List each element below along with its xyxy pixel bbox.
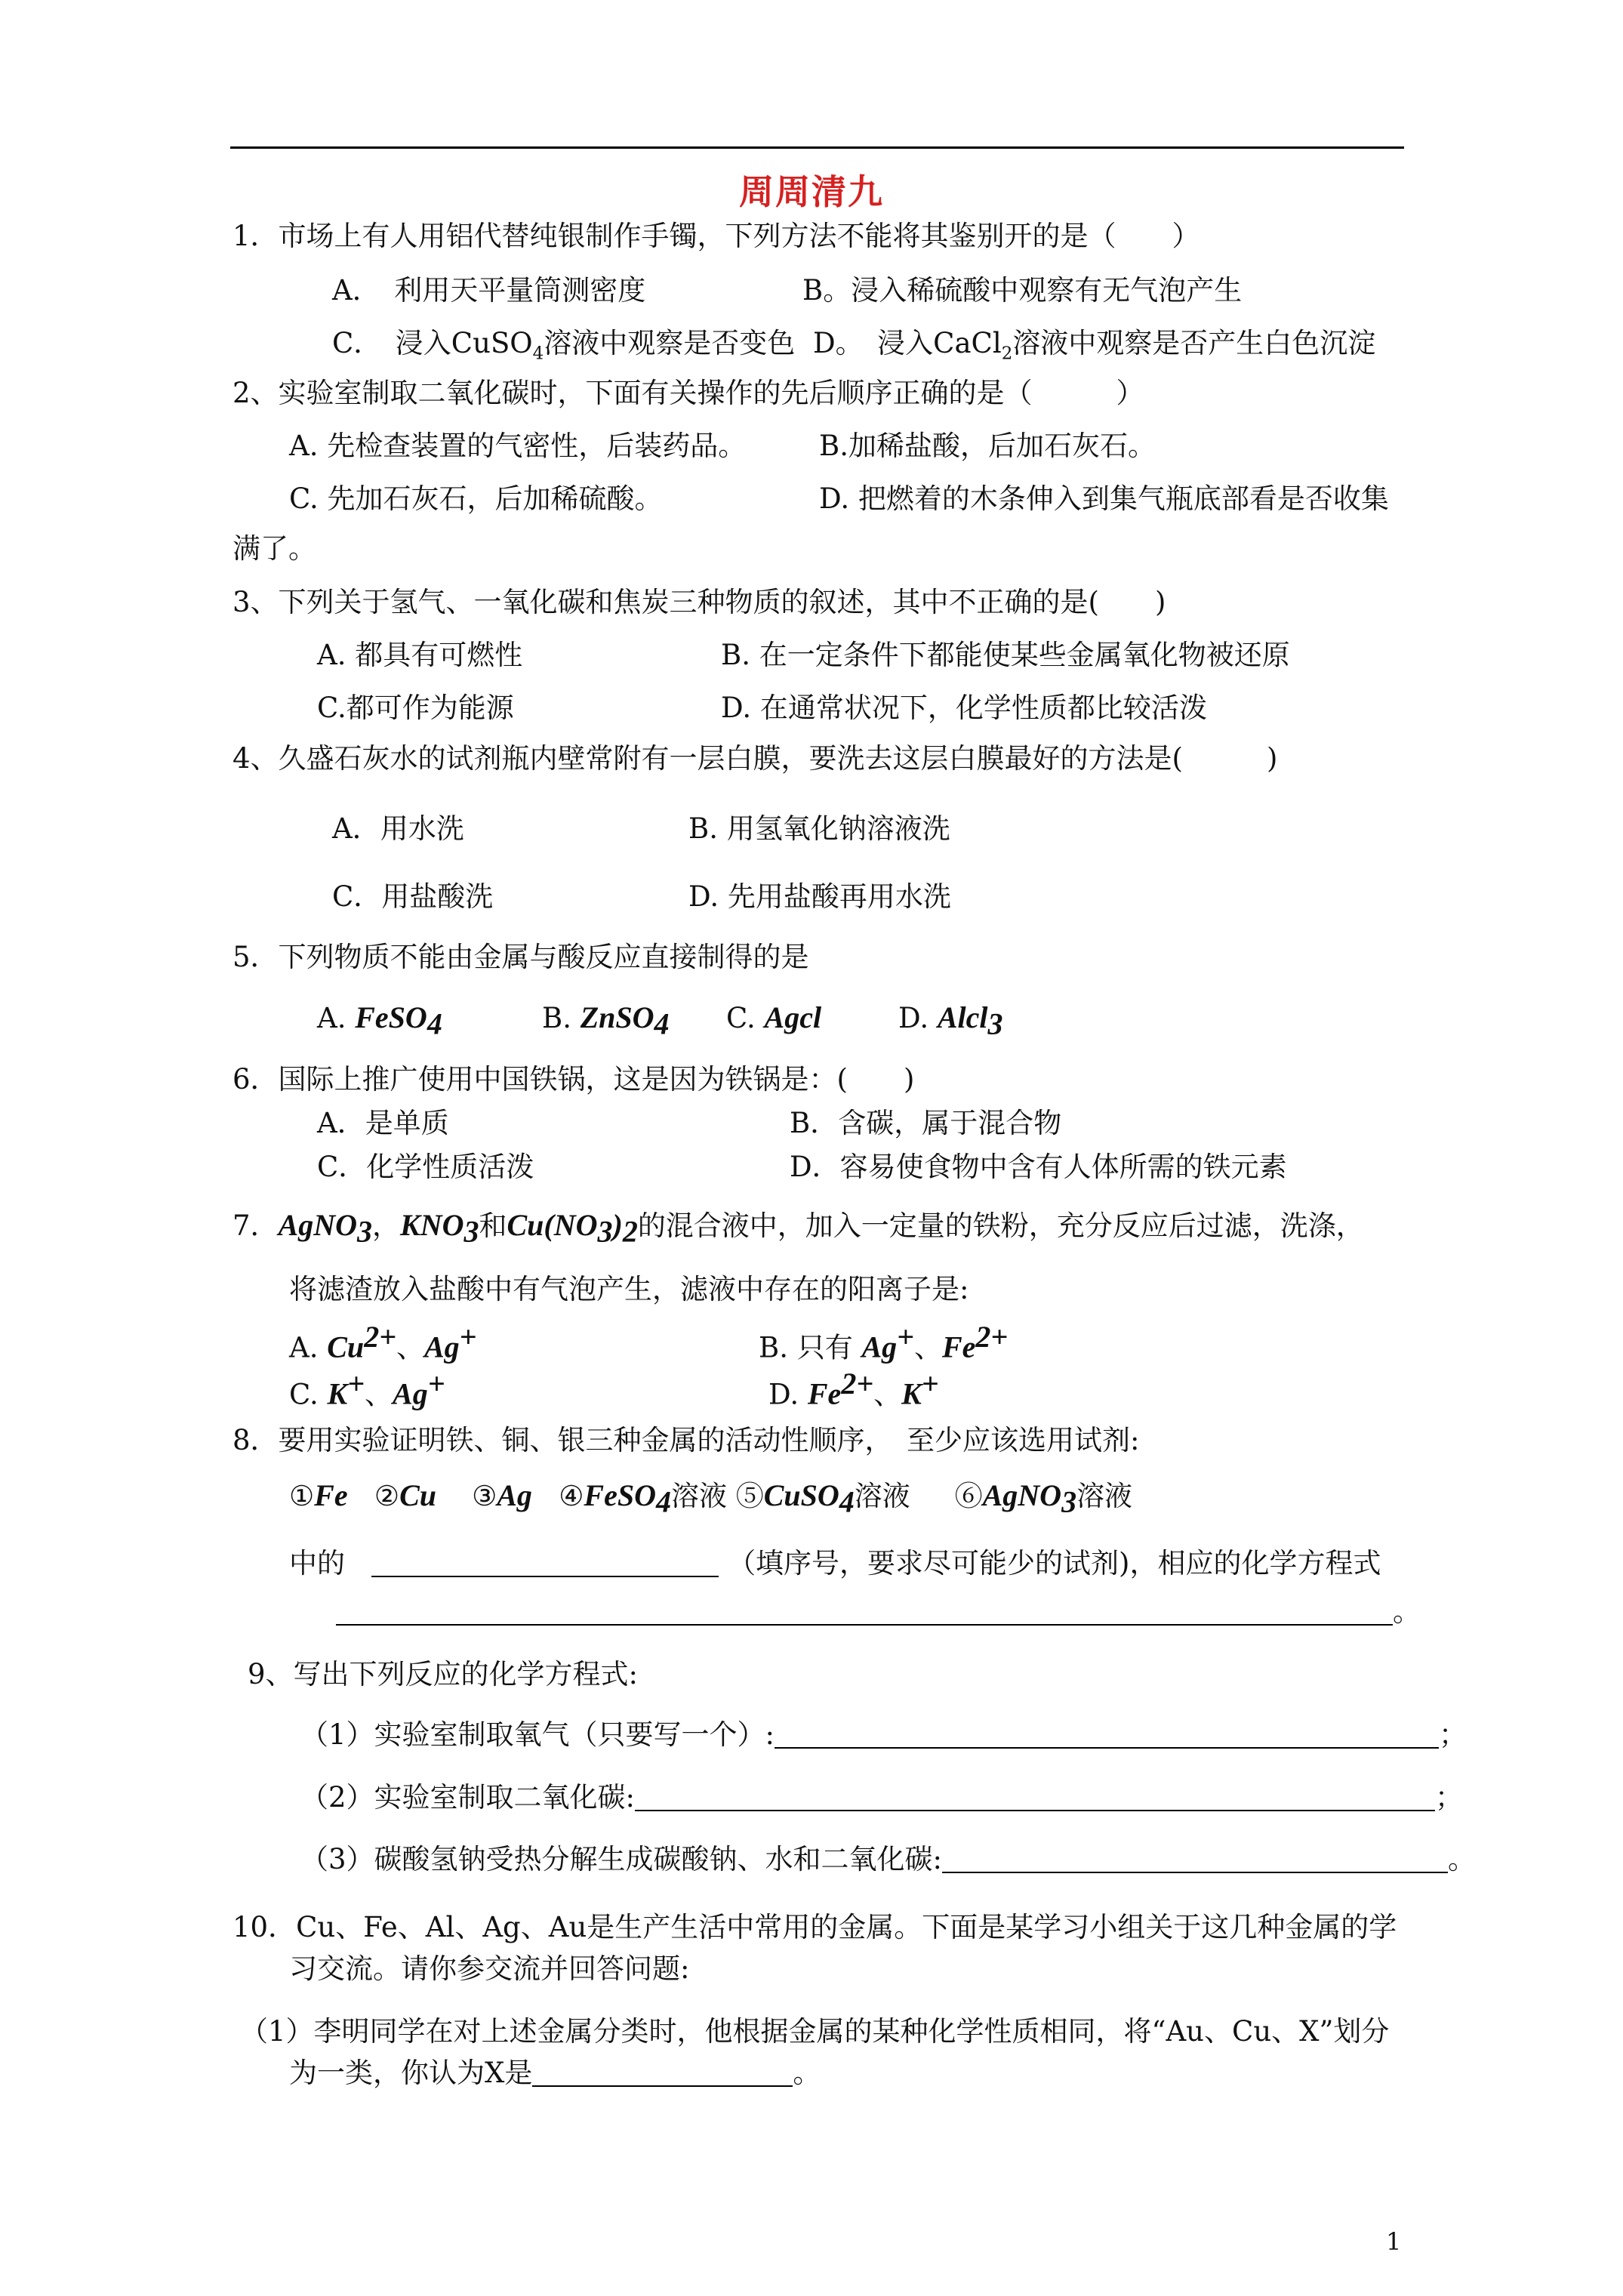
- q4-option-b: B. 用氢氧化钠溶液洗: [688, 812, 950, 845]
- q7-option-c: C. K+、Ag+: [289, 1367, 445, 1411]
- q1-option-a: A． 利用天平量筒测密度: [332, 274, 646, 307]
- q10-part1-blank[interactable]: [532, 2058, 793, 2087]
- q10-stem-cont: 习交流。请你参交流并回答问题:: [289, 1952, 690, 1985]
- q8-stem: 8．要用实验证明铁、铜、银三种金属的活动性顺序， 至少应该选用试剂:: [233, 1424, 1140, 1456]
- q1-option-b: B。浸入稀硫酸中观察有无气泡产生: [802, 274, 1243, 307]
- q5-stem: 5．下列物质不能由金属与酸反应直接制得的是: [233, 941, 809, 973]
- q9-part2: （2）实验室制取二氧化碳: ；: [300, 1781, 1464, 1814]
- q3-option-c: C.都可作为能源: [317, 692, 514, 724]
- q7-line2: 将滤渣放入盐酸中有气泡产生，滤液中存在的阳离子是:: [289, 1273, 969, 1305]
- q2-option-d-cont: 满了。: [233, 532, 316, 565]
- q7-option-b: B. 只有 Ag+、$Fe^{2+}$: [759, 1320, 1009, 1364]
- q2-stem: 2、实验室制取二氧化碳时，下面有关操作的先后顺序正确的是（ ）: [233, 377, 1144, 409]
- q7-option-a: A. $Cu^{2+}$、Ag+: [289, 1320, 477, 1364]
- q4-stem: 4、久盛石灰水的试剂瓶内壁常附有一层白膜，要洗去这层白膜最好的方法是( ): [233, 742, 1278, 775]
- q1-stem: 1．市场上有人用铝代替纯银制作手镯，下列方法不能将其鉴别开的是（ ）: [233, 220, 1200, 252]
- q5-option-b: B. ZnSO$_4$: [542, 1000, 670, 1041]
- q9-part1-blank[interactable]: [775, 1720, 1439, 1749]
- q3-option-a: A. 都具有可燃性: [317, 639, 523, 671]
- header-rule: [230, 146, 1404, 149]
- q8-line3: 中的 （填序号，要求尽可能少的试剂)，相应的化学方程式: [289, 1547, 1381, 1579]
- q5-option-d: D. Alcl$_3$: [898, 1000, 1003, 1041]
- q4-option-a: A．用水洗: [332, 812, 464, 845]
- q6-option-c: C．化学性质活泼: [317, 1151, 534, 1183]
- page-title: 周周清九: [739, 171, 884, 212]
- q9-part2-blank[interactable]: [635, 1783, 1435, 1811]
- q7-stem: 7．AgNO$_3$，$KNO_3$和$Cu(NO_3)_2$的混合液中，加入一定量的铁粉，充分反应后过滤，洗涤，: [233, 1208, 1364, 1249]
- q3-option-b: B. 在一定条件下都能使某些金属氧化物被还原: [721, 639, 1290, 671]
- q2-option-c: C. 先加石灰石，后加稀硫酸。: [289, 482, 663, 515]
- q6-option-b: B．含碳，属于混合物: [790, 1107, 1062, 1139]
- q10-stem: 10．Cu、Fe、Al、Ag、Au是生产生活中常用的金属。下面是某学习小组关于这几种金属的学: [233, 1911, 1397, 1943]
- q10-part1: （1）李明同学在对上述金属分类时，他根据金属的某种化学性质相同，将“Au、Cu、X”划分: [240, 2015, 1390, 2048]
- q1-option-d: D。 浸入CaCl$_2$溶液中观察是否产生白色沉淀: [813, 327, 1376, 364]
- page-number: 1: [1386, 2227, 1402, 2256]
- q9-part1: （1）实验室制取氧气（只要写一个）: ；: [300, 1718, 1467, 1751]
- q6-option-d: D．容易使食物中含有人体所需的铁元素: [790, 1151, 1287, 1183]
- q4-option-c: C．用盐酸洗: [332, 880, 494, 913]
- q2-option-b: B.加稀盐酸，后加石灰石。: [819, 430, 1156, 462]
- q7-option-d: D. $Fe^{2+}$、K+: [768, 1367, 939, 1411]
- q3-stem: 3、下列关于氢气、一氧化碳和焦炭三种物质的叙述，其中不正确的是( ): [233, 586, 1166, 618]
- q5-option-a: A. FeSO$_4$: [317, 1000, 442, 1041]
- q6-option-a: A．是单质: [317, 1107, 449, 1139]
- q9-part3: （3）碳酸氢钠受热分解生成碳酸钠、水和二氧化碳: 。: [300, 1843, 1477, 1875]
- q8-equation-line: 。: [336, 1595, 1421, 1629]
- q2-option-d: D. 把燃着的木条伸入到集气瓶底部看是否收集: [819, 482, 1389, 515]
- q1-option-c: C． 浸入CuSO$_4$溶液中观察是否变色: [332, 327, 796, 364]
- q8-reagent-blank[interactable]: [371, 1549, 719, 1577]
- q5-option-c: C. Agcl: [726, 1000, 822, 1034]
- q10-part1-cont: 为一类，你认为X是 。: [289, 2057, 821, 2089]
- q8-equation-blank[interactable]: [336, 1597, 1393, 1626]
- q2-option-a: A. 先检查装置的气密性，后装药品。: [289, 430, 747, 462]
- q4-option-d: D. 先用盐酸再用水洗: [688, 880, 951, 913]
- q6-stem: 6．国际上推广使用中国铁锅，这是因为铁锅是：( ): [233, 1063, 915, 1096]
- q8-reagents: ①Fe ②Cu ③Ag ④FeSO$_4$溶液 ⑤CuSO$_4$溶液 ⑥AgNO$_3$溶液: [289, 1478, 1133, 1519]
- q9-part3-blank[interactable]: [942, 1845, 1448, 1873]
- q9-stem: 9、写出下列反应的化学方程式:: [248, 1658, 639, 1690]
- q3-option-d: D. 在通常状况下，化学性质都比较活泼: [721, 692, 1207, 724]
